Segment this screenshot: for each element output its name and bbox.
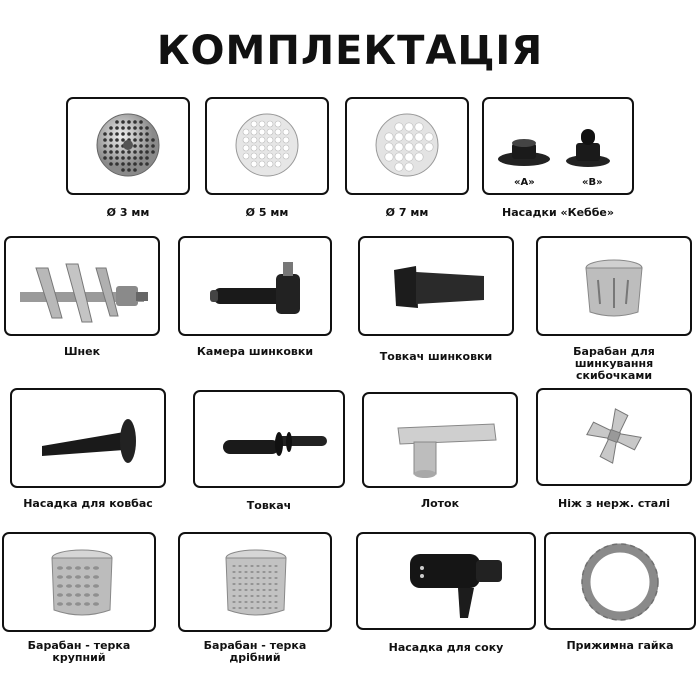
fine-grater-drum-image <box>180 534 330 630</box>
item-box-tray <box>362 392 518 488</box>
item-label-auger: Шнек <box>63 345 101 358</box>
page-title: КОМПЛЕКТАЦІЯ <box>156 28 544 74</box>
item-label-pusher: Товкач <box>246 499 292 512</box>
kebbe-attachments-image <box>484 99 632 193</box>
item-label-knife: Ніж з нерж. сталі <box>557 497 670 510</box>
item-box-fine-drum <box>178 532 332 632</box>
item-box-coarse-drum <box>2 532 156 632</box>
grinding-plate-3mm-image <box>68 99 188 193</box>
item-label-shredder-pusher: Товкач шинковки <box>379 350 493 363</box>
item-label-kebbe: Насадки «Кеббе» <box>502 206 614 219</box>
item-box-kebbe <box>482 97 634 195</box>
tray-image <box>364 394 516 486</box>
item-box-shredder-chamber <box>178 236 332 336</box>
item-box-grid-7mm <box>345 97 469 195</box>
shredder-pusher-image <box>360 238 512 334</box>
lock-nut-image <box>546 534 694 628</box>
pusher-image <box>195 392 343 486</box>
item-box-knife <box>536 388 692 486</box>
item-label-sausage-nozzle: Насадка для ковбас <box>23 497 153 510</box>
kebbe-label-a: «A» <box>514 177 535 188</box>
juicer-attachment-image <box>358 534 534 628</box>
item-box-sausage-nozzle <box>10 388 166 488</box>
item-box-grid-3mm <box>66 97 190 195</box>
item-label-grid-3mm: Ø 3 мм <box>106 206 150 219</box>
item-box-juicer <box>356 532 536 630</box>
item-box-shredder-pusher <box>358 236 514 336</box>
item-label-lock-nut: Прижимна гайка <box>566 639 674 652</box>
steel-knife-image <box>538 390 690 484</box>
item-label-slicing-drum: Барабан для шинкування скибочками <box>573 345 655 382</box>
item-label-fine-drum: Барабан - терка дрібний <box>203 639 307 664</box>
item-label-grid-5mm: Ø 5 мм <box>245 206 289 219</box>
item-label-grid-7mm: Ø 7 мм <box>385 206 429 219</box>
grinding-plate-7mm-image <box>347 99 467 193</box>
item-box-auger <box>4 236 160 336</box>
item-label-juicer: Насадка для соку <box>388 641 504 654</box>
item-box-lock-nut <box>544 532 696 630</box>
item-box-slicing-drum <box>536 236 692 336</box>
grinding-plate-5mm-image <box>207 99 327 193</box>
shredder-chamber-image <box>180 238 330 334</box>
auger-screw-image <box>6 238 158 334</box>
item-label-shredder-chamber: Камера шинковки <box>196 345 314 358</box>
coarse-grater-drum-image <box>4 534 154 630</box>
item-box-grid-5mm <box>205 97 329 195</box>
kebbe-label-b: «B» <box>582 177 603 188</box>
item-label-coarse-drum: Барабан - терка крупний <box>27 639 131 664</box>
slicing-drum-image <box>538 238 690 334</box>
item-box-pusher <box>193 390 345 488</box>
item-label-tray: Лоток <box>420 497 460 510</box>
sausage-nozzle-image <box>12 390 164 486</box>
